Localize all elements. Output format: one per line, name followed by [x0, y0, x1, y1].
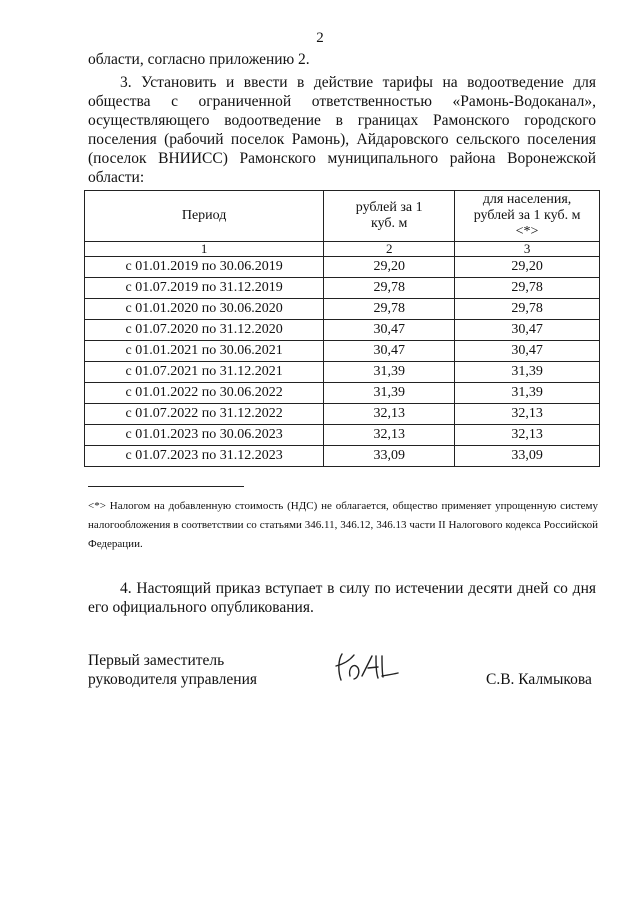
header-rate: рублей за 1 куб. м — [324, 191, 455, 242]
header-rate-population: для населения, рублей за 1 куб. м <*> — [455, 191, 600, 242]
rate-population-cell: 29,78 — [455, 278, 600, 299]
handwritten-signature — [332, 646, 402, 686]
rate-population-cell: 29,20 — [455, 257, 600, 278]
signatory-name: С.В. Калмыкова — [486, 671, 592, 688]
table-row — [85, 404, 600, 425]
table-row — [85, 278, 600, 299]
signatory-title — [88, 651, 257, 689]
rate-cell: 32,13 — [324, 425, 455, 446]
rate-cell: 29,78 — [324, 278, 455, 299]
period-cell: с 01.07.2023 по 31.12.2023 — [85, 446, 324, 467]
table-row — [85, 362, 600, 383]
table-row — [85, 383, 600, 404]
rate-cell: 29,78 — [324, 299, 455, 320]
period-cell: с 01.01.2022 по 30.06.2022 — [85, 383, 324, 404]
period-cell: с 01.07.2021 по 31.12.2021 — [85, 362, 324, 383]
rate-cell: 33,09 — [324, 446, 455, 467]
period-cell: с 01.01.2020 по 30.06.2020 — [85, 299, 324, 320]
header-period: Период — [85, 191, 324, 242]
rate-population-cell: 31,39 — [455, 362, 600, 383]
table-row — [85, 425, 600, 446]
rate-population-cell: 33,09 — [455, 446, 600, 467]
rate-population-cell: 32,13 — [455, 404, 600, 425]
period-cell: с 01.01.2023 по 30.06.2023 — [85, 425, 324, 446]
rate-cell: 30,47 — [324, 320, 455, 341]
period-cell: с 01.01.2021 по 30.06.2021 — [85, 341, 324, 362]
signatory-title-line: руководителя управления — [88, 671, 258, 688]
rate-cell: 32,13 — [324, 404, 455, 425]
paragraph-item-3: 3. Установить и ввести в действие тарифы на водоотведение для общества с ограниченной ответственностью «Рамонь-Водоканал», осуществляющего водоотведение в границах Рамонского городского поселения (рабочий поселок Рамонь), Айдаровского сельского поселения (поселок ВНИИСС) Рамонского муниципального района Воронежской области: — [88, 74, 596, 186]
column-number: 2 — [324, 242, 455, 257]
period-cell: с 01.07.2019 по 31.12.2019 — [85, 278, 324, 299]
rate-population-cell: 30,47 — [455, 320, 600, 341]
table-row — [85, 257, 600, 278]
footnote: <*> Налогом на добавленную стоимость (НДС) не облагается, общество применяет упрощенную систему налогообложения в соответствии со статьями 346.11, 346.12, 346.13 части II Налогового кодекса Российской Федерации. — [88, 500, 598, 550]
period-cell: с 01.07.2020 по 31.12.2020 — [85, 320, 324, 341]
page-number: 2 — [316, 30, 324, 46]
table-row — [85, 446, 600, 467]
paragraph-intro: области, согласно приложению 2. — [88, 51, 310, 68]
column-number: 1 — [85, 242, 324, 257]
rate-population-cell: 31,39 — [455, 383, 600, 404]
signatory-title-line: Первый заместитель — [88, 652, 225, 669]
rate-cell: 29,20 — [324, 257, 455, 278]
rate-cell: 30,47 — [324, 341, 455, 362]
column-number: 3 — [455, 242, 600, 257]
column-number-row — [85, 242, 600, 257]
footnote-separator — [88, 486, 244, 487]
paragraph-item-4: 4. Настоящий приказ вступает в силу по истечении десяти дней со дня его официального опубликования. — [88, 580, 596, 616]
rate-population-cell: 30,47 — [455, 341, 600, 362]
tariff-table — [84, 190, 600, 467]
period-cell: с 01.01.2019 по 30.06.2019 — [85, 257, 324, 278]
table-header-row — [85, 191, 600, 242]
rate-cell: 31,39 — [324, 383, 455, 404]
table-row — [85, 299, 600, 320]
table-row — [85, 320, 600, 341]
rate-cell: 31,39 — [324, 362, 455, 383]
rate-population-cell: 29,78 — [455, 299, 600, 320]
rate-population-cell: 32,13 — [455, 425, 600, 446]
table-row — [85, 341, 600, 362]
period-cell: с 01.07.2022 по 31.12.2022 — [85, 404, 324, 425]
